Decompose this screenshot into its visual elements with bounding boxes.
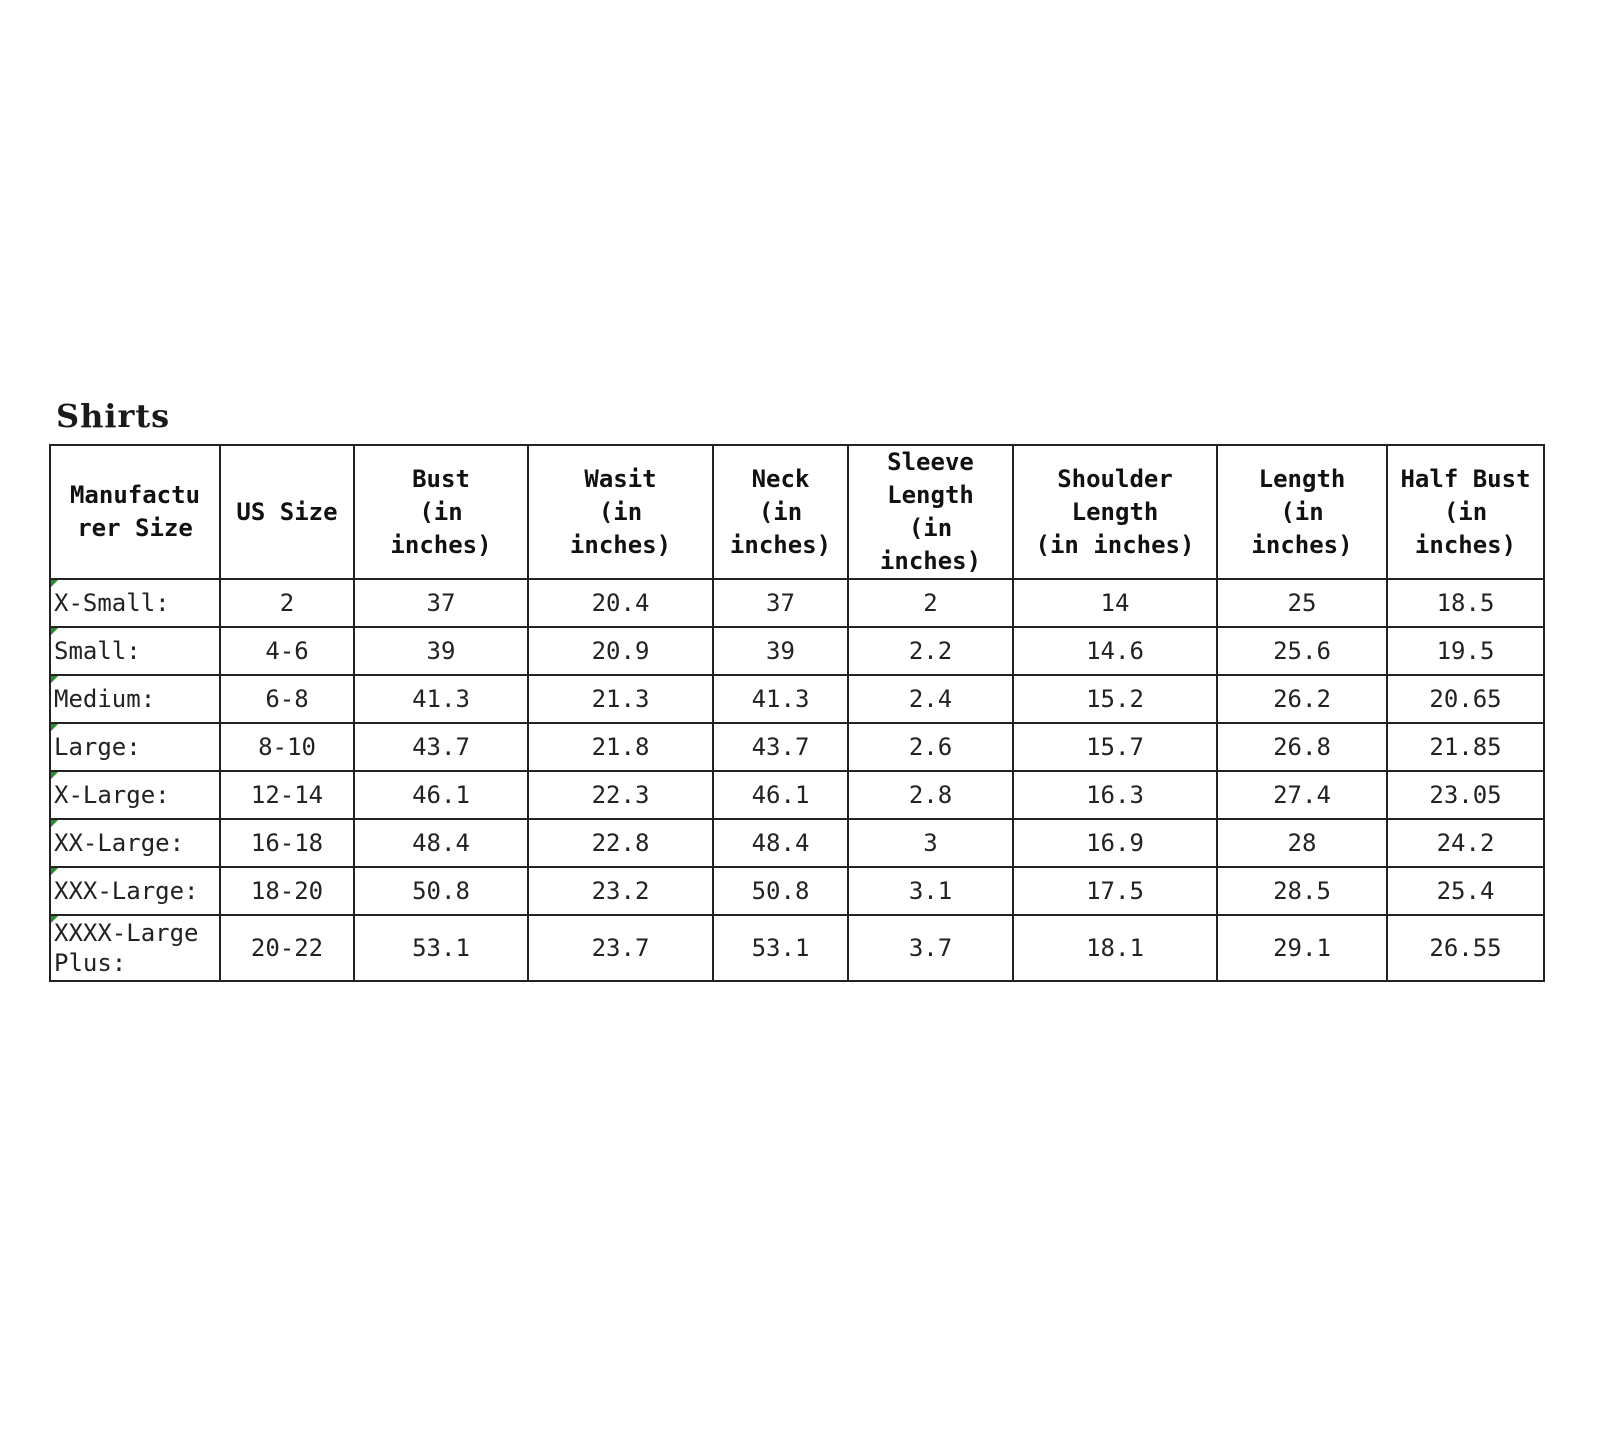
cell-bust: 53.1 (354, 915, 528, 981)
cell-bust: 37 (354, 579, 528, 627)
size-chart-table (49, 444, 1545, 982)
cell-us-size: 18-20 (220, 867, 354, 915)
cell-sleeve-length: 3 (848, 819, 1013, 867)
cell-manufacturer-size-text: Small: (54, 637, 141, 665)
cell-manufacturer-size-text: Large: (54, 733, 141, 761)
table-row (50, 771, 1544, 819)
cell-waist: 20.9 (528, 627, 713, 675)
cell-note-marker (51, 724, 58, 731)
cell-note-marker (51, 580, 58, 587)
cell-waist: 23.7 (528, 915, 713, 981)
cell-note-marker (51, 820, 58, 827)
cell-manufacturer-size (50, 723, 220, 771)
cell-note-marker (51, 868, 58, 875)
cell-note-marker (51, 772, 58, 779)
cell-manufacturer-size-text: X-Small: (54, 589, 170, 617)
sheet-title: Shirts (56, 397, 171, 435)
table-row (50, 723, 1544, 771)
table-row (50, 915, 1544, 981)
cell-note-marker (51, 916, 58, 923)
cell-neck: 48.4 (713, 819, 848, 867)
cell-neck: 43.7 (713, 723, 848, 771)
cell-note-marker (51, 676, 58, 683)
cell-half-bust: 21.85 (1387, 723, 1544, 771)
cell-shoulder-length: 16.3 (1013, 771, 1217, 819)
header-sleeve-length: Sleeve Length (in inches) (848, 445, 1013, 579)
cell-length: 26.2 (1217, 675, 1387, 723)
cell-manufacturer-size (50, 819, 220, 867)
table-row (50, 675, 1544, 723)
cell-half-bust: 25.4 (1387, 867, 1544, 915)
cell-half-bust: 20.65 (1387, 675, 1544, 723)
cell-shoulder-length: 14 (1013, 579, 1217, 627)
cell-sleeve-length: 2.2 (848, 627, 1013, 675)
cell-bust: 41.3 (354, 675, 528, 723)
cell-sleeve-length: 2 (848, 579, 1013, 627)
cell-us-size: 4-6 (220, 627, 354, 675)
header-length: Length (in inches) (1217, 445, 1387, 579)
header-shoulder-length: Shoulder Length (in inches) (1013, 445, 1217, 579)
cell-manufacturer-size (50, 579, 220, 627)
cell-bust: 43.7 (354, 723, 528, 771)
cell-length: 26.8 (1217, 723, 1387, 771)
table-row (50, 579, 1544, 627)
cell-half-bust: 18.5 (1387, 579, 1544, 627)
cell-neck: 39 (713, 627, 848, 675)
cell-us-size: 12-14 (220, 771, 354, 819)
cell-bust: 48.4 (354, 819, 528, 867)
cell-waist: 20.4 (528, 579, 713, 627)
cell-note-marker (51, 628, 58, 635)
header-bust: Bust (in inches) (354, 445, 528, 579)
cell-neck: 50.8 (713, 867, 848, 915)
cell-manufacturer-size-text: XXXX-Large Plus: (54, 919, 199, 977)
table-row (50, 867, 1544, 915)
cell-length: 27.4 (1217, 771, 1387, 819)
cell-waist: 22.3 (528, 771, 713, 819)
cell-bust: 39 (354, 627, 528, 675)
cell-waist: 21.3 (528, 675, 713, 723)
cell-shoulder-length: 15.2 (1013, 675, 1217, 723)
cell-manufacturer-size-text: XXX-Large: (54, 877, 199, 905)
header-waist: Wasit (in inches) (528, 445, 713, 579)
cell-length: 25 (1217, 579, 1387, 627)
cell-us-size: 8-10 (220, 723, 354, 771)
cell-us-size: 6-8 (220, 675, 354, 723)
cell-half-bust: 24.2 (1387, 819, 1544, 867)
cell-half-bust: 19.5 (1387, 627, 1544, 675)
cell-length: 28.5 (1217, 867, 1387, 915)
cell-neck: 46.1 (713, 771, 848, 819)
cell-shoulder-length: 14.6 (1013, 627, 1217, 675)
cell-shoulder-length: 16.9 (1013, 819, 1217, 867)
cell-waist: 23.2 (528, 867, 713, 915)
cell-manufacturer-size (50, 867, 220, 915)
cell-sleeve-length: 2.4 (848, 675, 1013, 723)
cell-bust: 50.8 (354, 867, 528, 915)
cell-us-size: 20-22 (220, 915, 354, 981)
header-row (50, 445, 1544, 579)
cell-waist: 22.8 (528, 819, 713, 867)
cell-half-bust: 26.55 (1387, 915, 1544, 981)
cell-sleeve-length: 2.6 (848, 723, 1013, 771)
header-neck: Neck (in inches) (713, 445, 848, 579)
cell-length: 25.6 (1217, 627, 1387, 675)
table-row (50, 819, 1544, 867)
cell-us-size: 16-18 (220, 819, 354, 867)
cell-manufacturer-size (50, 627, 220, 675)
cell-neck: 53.1 (713, 915, 848, 981)
cell-manufacturer-size (50, 771, 220, 819)
cell-half-bust: 23.05 (1387, 771, 1544, 819)
cell-bust: 46.1 (354, 771, 528, 819)
cell-sleeve-length: 3.1 (848, 867, 1013, 915)
header-half-bust: Half Bust (in inches) (1387, 445, 1544, 579)
header-us-size: US Size (220, 445, 354, 579)
cell-shoulder-length: 17.5 (1013, 867, 1217, 915)
cell-length: 29.1 (1217, 915, 1387, 981)
cell-sleeve-length: 2.8 (848, 771, 1013, 819)
cell-sleeve-length: 3.7 (848, 915, 1013, 981)
cell-manufacturer-size (50, 915, 220, 981)
cell-manufacturer-size (50, 675, 220, 723)
table-row (50, 627, 1544, 675)
cell-neck: 37 (713, 579, 848, 627)
cell-length: 28 (1217, 819, 1387, 867)
cell-manufacturer-size-text: Medium: (54, 685, 156, 713)
cell-us-size: 2 (220, 579, 354, 627)
cell-shoulder-length: 18.1 (1013, 915, 1217, 981)
cell-manufacturer-size-text: X-Large: (54, 781, 170, 809)
cell-waist: 21.8 (528, 723, 713, 771)
header-manufacturer-size: Manufactu rer Size (50, 445, 220, 579)
cell-manufacturer-size-text: XX-Large: (54, 829, 185, 857)
cell-neck: 41.3 (713, 675, 848, 723)
cell-shoulder-length: 15.7 (1013, 723, 1217, 771)
